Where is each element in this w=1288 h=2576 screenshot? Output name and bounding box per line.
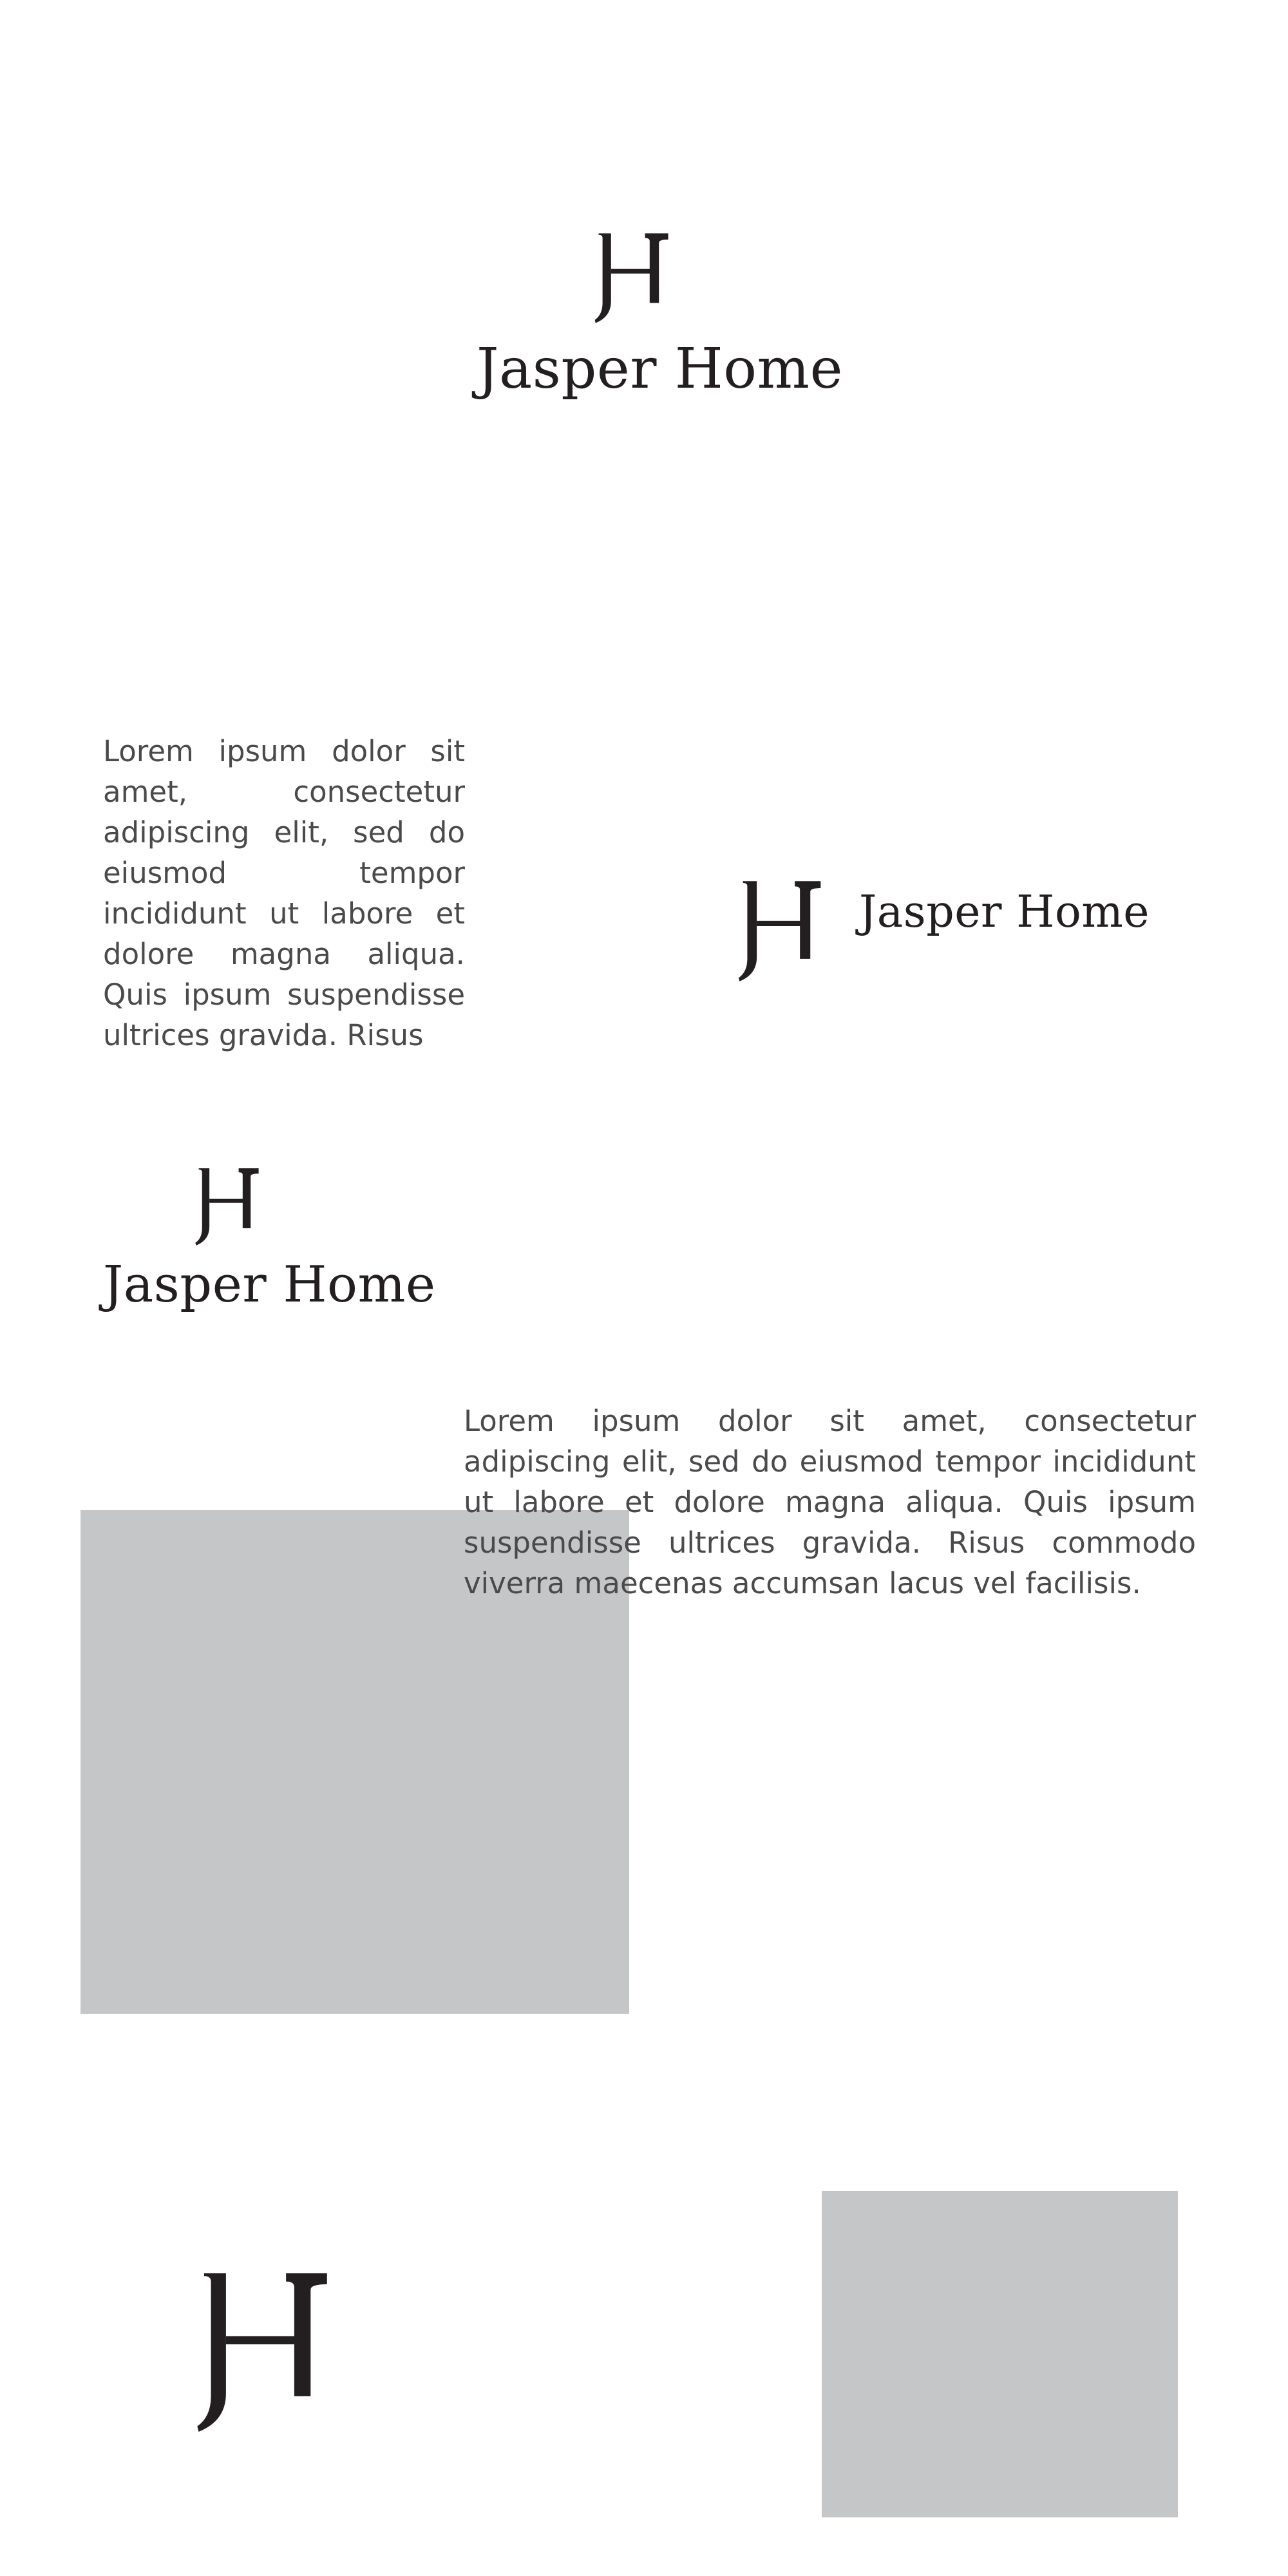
jh-monogram-logo xyxy=(193,1167,260,1247)
jh-monogram-logo xyxy=(736,879,822,983)
jh-monogram-logo xyxy=(193,2270,330,2435)
body-paragraph-left: Lorem ipsum dolor sit amet, consectetur adipiscing elit, sed do eiusmod tempor incididunt ut labore et dolore magna aliqua. Quis ipsum suspendisse ultrices gravida. Risus xyxy=(103,734,465,1052)
jh-monogram-logo xyxy=(592,232,670,325)
brand-name: Jasper Home xyxy=(103,1256,436,1314)
body-paragraph-right: Lorem ipsum dolor sit amet, consectetur adipiscing elit, sed do eiusmod tempor incididunt ut labore et dolore magna aliqua. Quis ipsum suspendisse ultrices gravida. Risus commodo viverra maecenas accumsan lacus vel facilisis. xyxy=(464,1404,1196,1600)
brand-name: Jasper Home xyxy=(477,337,843,401)
brand-name: Jasper Home xyxy=(859,887,1150,938)
image-placeholder xyxy=(822,2191,1178,2517)
